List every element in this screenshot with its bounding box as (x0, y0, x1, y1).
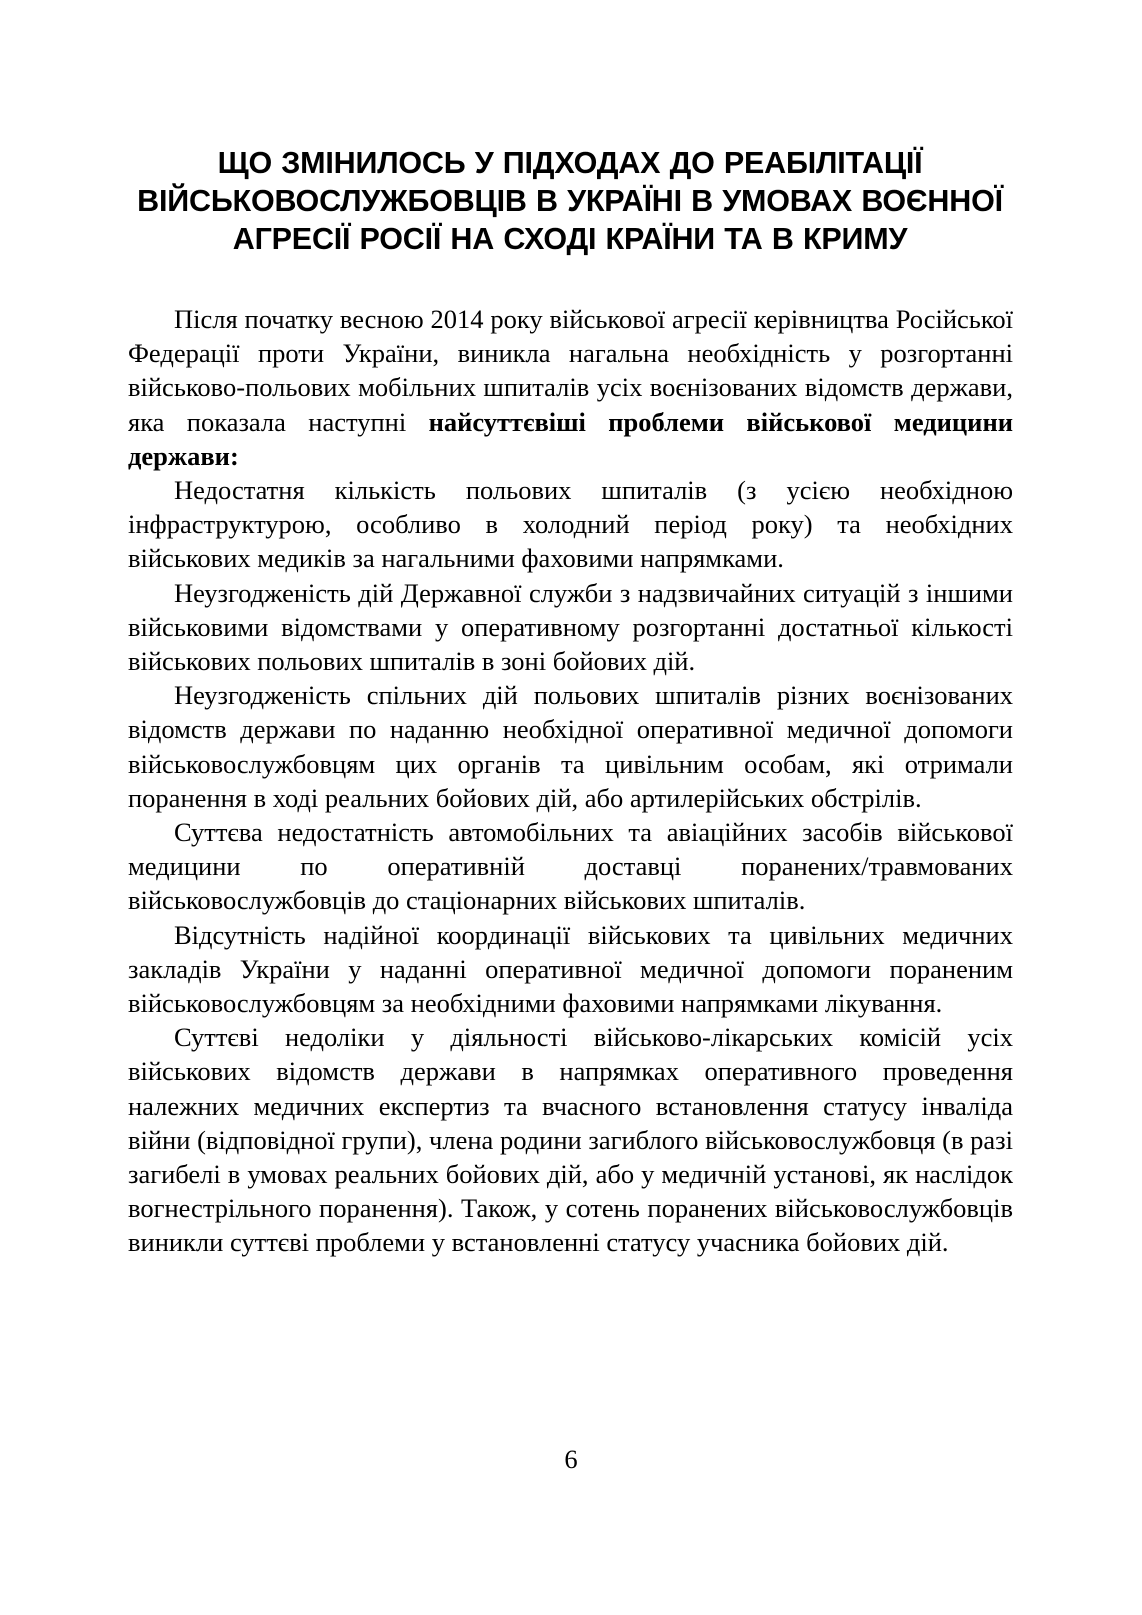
paragraph-1 (128, 302, 1013, 473)
body-text-block (128, 302, 1013, 1260)
paragraph-5: Суттєва недостатність автомобільних та авіаційних засобів військової медицини по оперативній доставці поранених/травмованих військовослужбовців до стаціонарних військових шпиталів. (128, 817, 1013, 916)
paragraph-2: Недостатня кількість польових шпиталів (з усією необхідною інфраструктурою, особливо в холодний період року) та необхідних військових медиків за нагальними фаховими напрямками. (128, 475, 1013, 574)
paragraph-1-emphasis-text: найсуттєвіші проблеми військової медицини держави: (128, 406, 1013, 471)
paragraph-3: Неузгодженість дій Державної служби з надзвичайних ситуацій з іншими військовими відомствами у оперативному розгортанні достатньої кількості військових польових шпиталів в зоні бойових дій. (128, 577, 1013, 677)
paragraph-4: Неузгодженість спільних дій польових шпиталів різних воєнізованих відомств держави по наданню необхідної оперативної медичної допомоги військовослужбовцям цих органів та цивільним особам, які отримали поранення в ході реальних бойових дій, або артилерійських обстрілів. (128, 680, 1013, 813)
paragraph-6: Відсутність надійної координації військових та цивільних медичних закладів України у наданні оперативної медичної допомоги пораненим військовослужбовцям за необхідними фаховими напрямками лікування. (128, 919, 1013, 1019)
page-number: 6 (564, 1444, 578, 1474)
paragraph-7: Суттєві недоліки у діяльності військово-лікарських комісій усіх військових відомств держави в напрямках оперативного проведення належних медичних експертиз та вчасного встановлення статусу інваліда війни (відповідної групи), члена родини загиблого військовослужбовця (в разі загибелі в умовах реальних бойових дій, або у медичній установі, як наслідок вогнестрільного поранення). Також, у сотень поранених військовослужбовців виникли суттєві проблеми у встановленні статусу учасника бойових дій. (128, 1022, 1013, 1258)
page-title: ЩО ЗМІНИЛОСЬ У ПІДХОДАХ ДО РЕАБІЛІТАЦІЇ ВІЙСЬКОВОСЛУЖБОВЦІВ В УКРАЇНІ В УМОВАХ ВОЄННОЇ АГРЕСІЇ РОСІЇ НА СХОДІ КРАЇНИ ТА В КРИМУ (137, 146, 1003, 257)
paragraph-1-lead-text: Після початку весною 2014 року військової агресії керівництва Російської Федерації проти України, виникла нагальна необхідність у розгортанні військово-польових мобільних шпиталів усіх воєнізованих відомств держави, яка показала наступні (128, 304, 1013, 437)
